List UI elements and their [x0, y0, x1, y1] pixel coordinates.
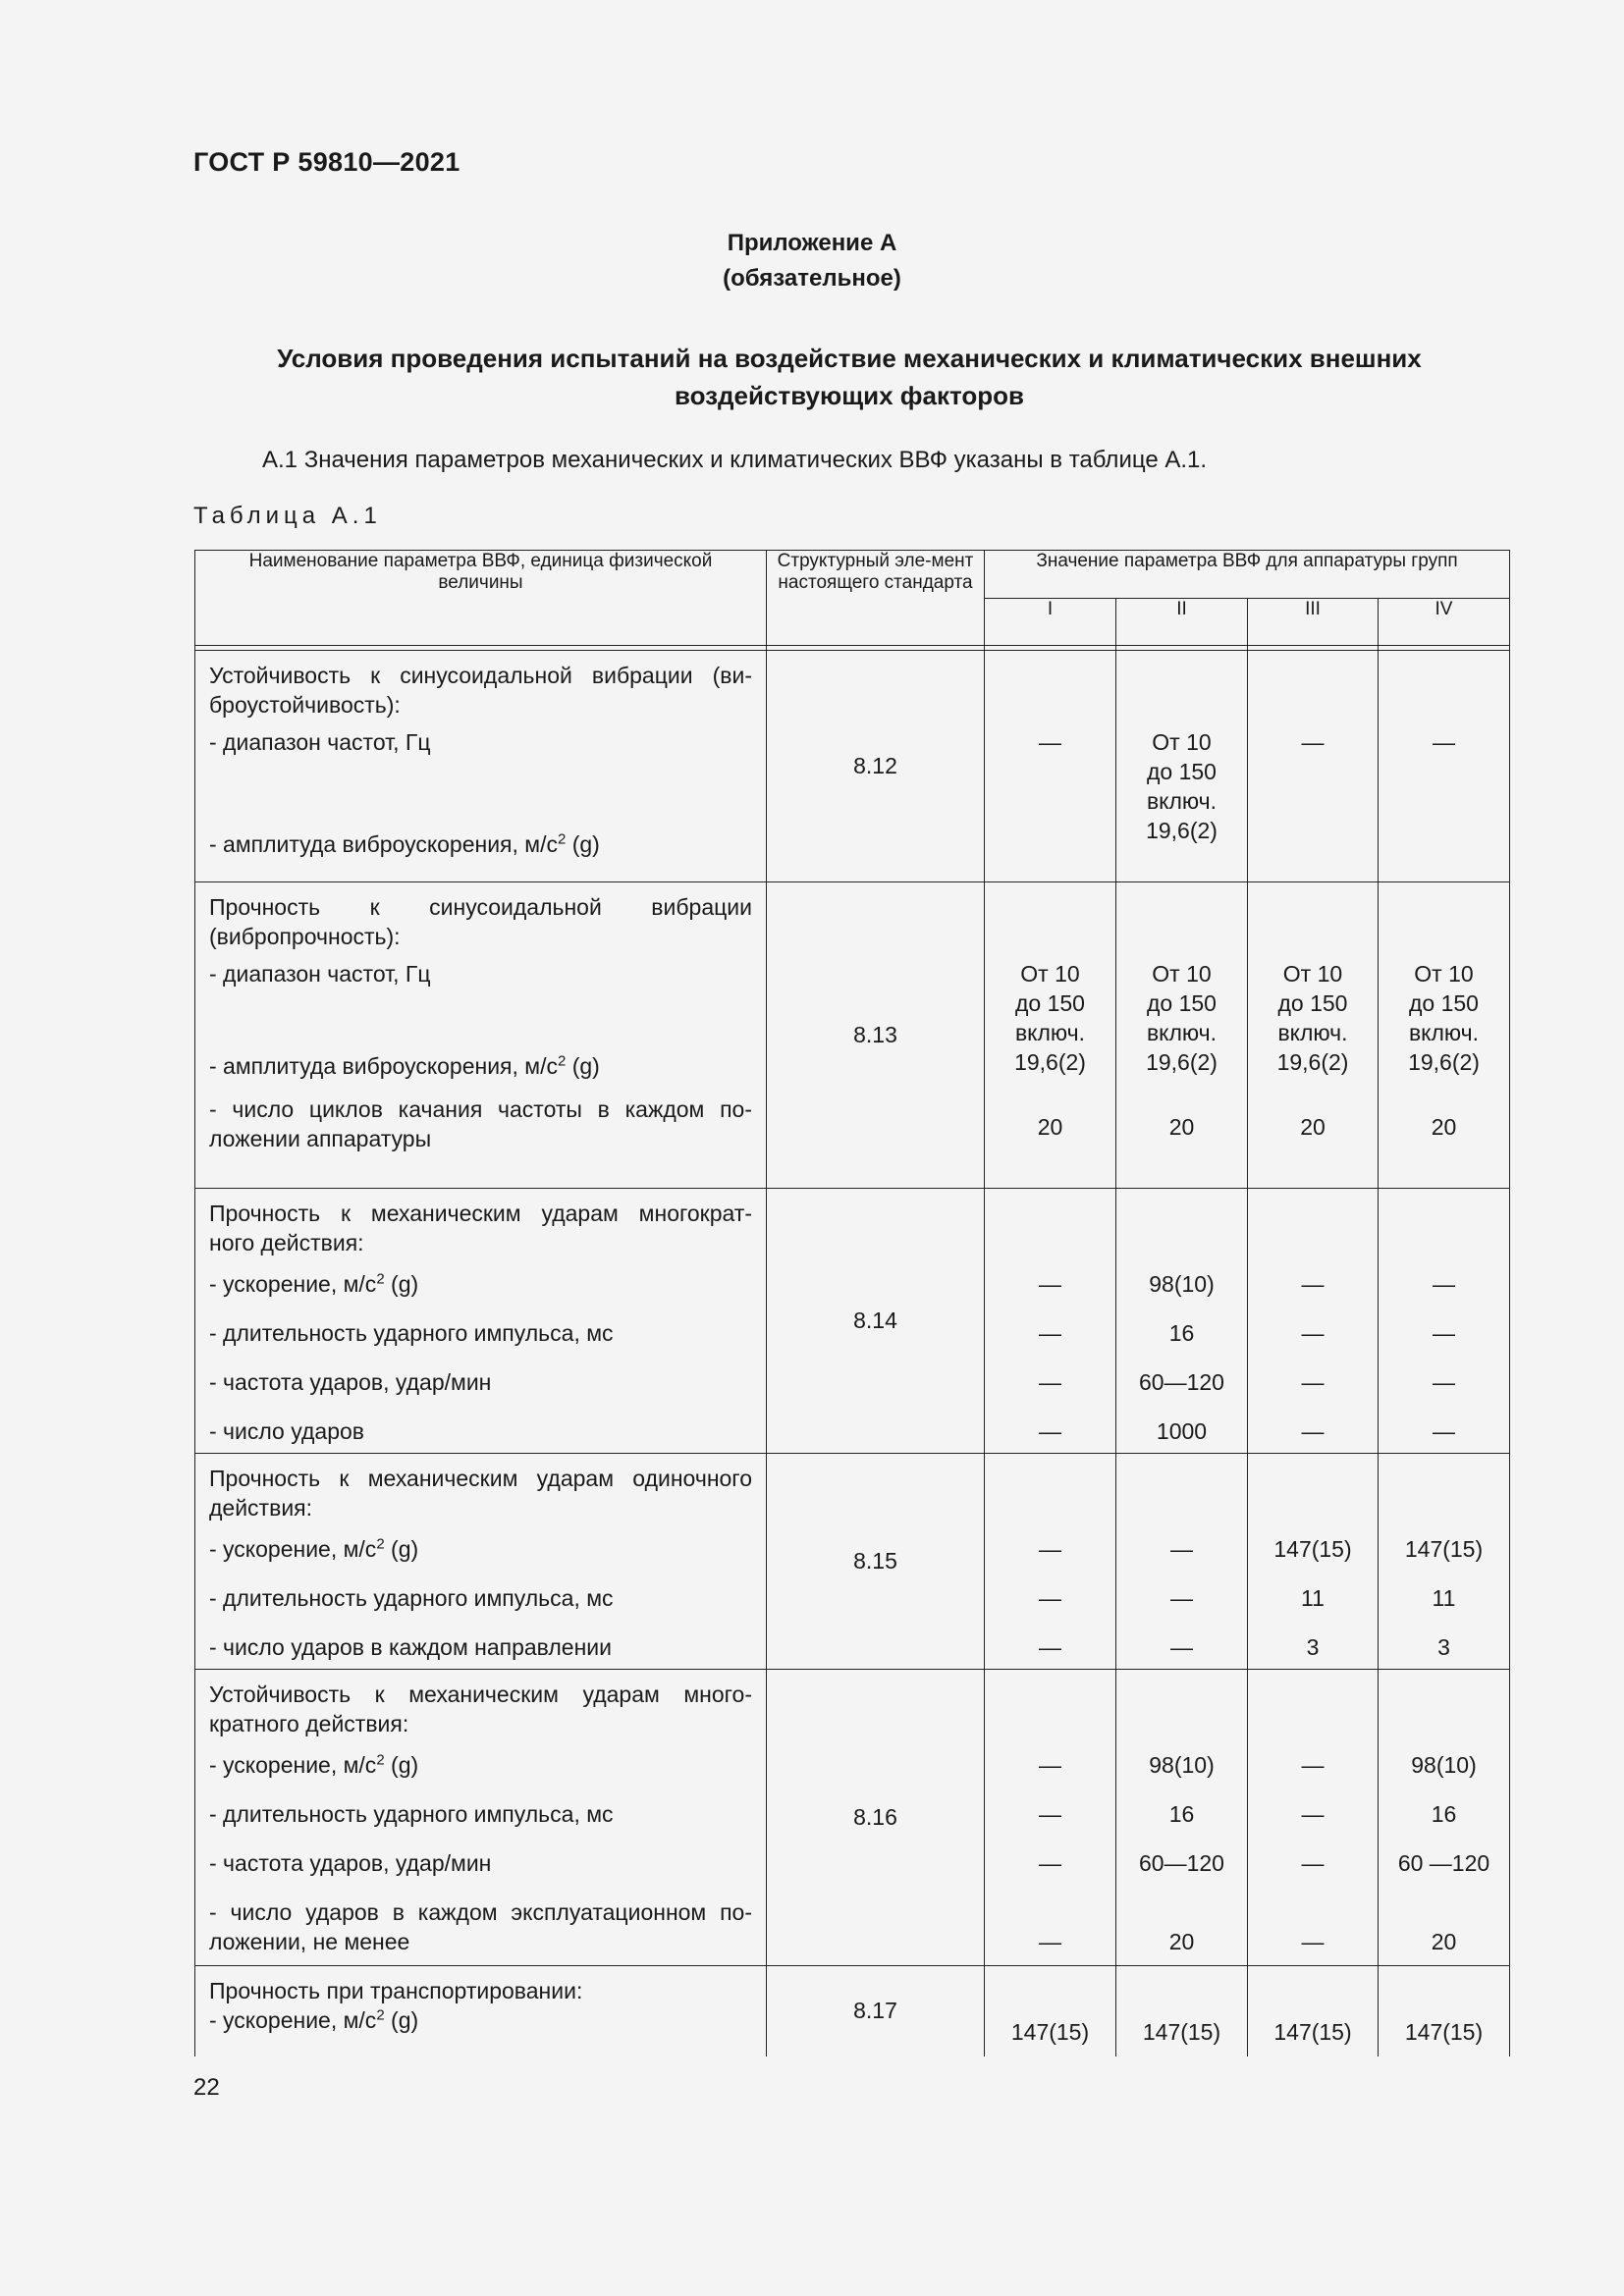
section-title: Прочность при транспортировании:: [209, 1978, 583, 2003]
value-group-2: От 10 до 150 включ. 19,6(2) 20: [1116, 882, 1248, 1189]
value-group-3: От 10 до 150 включ. 19,6(2) 20: [1248, 882, 1379, 1189]
table-section: [195, 1454, 1510, 1670]
header-element: Структурный эле-мент настоящего стандарта: [767, 551, 985, 646]
value-group-2: 147(15): [1116, 1966, 1248, 2056]
section-element: 8.16: [767, 1670, 985, 1966]
section-name: [195, 651, 767, 882]
section-name: [195, 1966, 767, 2056]
row-label: - длительность ударного импульса, мс: [209, 1801, 614, 1827]
row-label: ложении аппаратуры: [209, 1126, 432, 1151]
parameters-table: [194, 550, 1510, 2056]
table-section: [195, 882, 1510, 1189]
table-section: [195, 1189, 1510, 1454]
row-label: - число ударов в каждом направлении: [209, 1634, 612, 1660]
value-group-2: — — —: [1116, 1454, 1248, 1670]
value-group-3: —: [1248, 651, 1379, 882]
row-label: - число ударов в каждом эксплуатационном по-: [209, 1899, 752, 1925]
header-param: Наименование параметра ВВФ, единица физической величины: [195, 551, 767, 646]
value-group-1: — — —: [985, 1454, 1116, 1670]
row-label: - ускорение, $м/с^2$ (g): [209, 1751, 419, 1778]
section-title: Прочность к синусоидальной вибрации: [209, 894, 752, 920]
section-title: кратного действия:: [209, 1711, 409, 1736]
row-label: - число ударов: [209, 1418, 364, 1444]
table-section: [195, 651, 1510, 882]
value-group-2: От 10 до 150 включ. 19,6(2): [1116, 651, 1248, 882]
value-group-4: — — — —: [1379, 1189, 1510, 1454]
section-title: Прочность к механическим ударам многократ-: [209, 1201, 752, 1226]
section-title: броустойчивость):: [209, 692, 401, 718]
row-label: - диапазон частот, Гц: [209, 961, 431, 987]
row-label: - ускорение, $м/с^2$ (g): [209, 2006, 419, 2033]
row-label: - длительность ударного импульса, мс: [209, 1320, 614, 1346]
row-label: - амплитуда виброускорения, $м/с^2$ (g): [209, 1052, 600, 1079]
page-number: 22: [193, 2074, 220, 2101]
section-title: Прочность к механическим ударам одиночного: [209, 1466, 752, 1491]
annex-title: [0, 226, 1624, 296]
table-header-row: [195, 551, 1510, 599]
row-label: - частота ударов, удар/мин: [209, 1850, 492, 1876]
section-title: Устойчивость к механическим ударам много-: [209, 1682, 752, 1707]
table-caption: Таблица А.1: [193, 503, 382, 529]
value-group-4: От 10 до 150 включ. 19,6(2) 20: [1379, 882, 1510, 1189]
row-label: - частота ударов, удар/мин: [209, 1369, 492, 1395]
table-section: [195, 1670, 1510, 1966]
value-group-1: 147(15): [985, 1966, 1116, 2056]
annex-heading: [226, 340, 1473, 414]
row-label: - длительность ударного импульса, мс: [209, 1585, 614, 1611]
value-group-1: — — — —: [985, 1189, 1116, 1454]
value-group-3: — — — —: [1248, 1670, 1379, 1966]
header-group-3: III: [1248, 598, 1379, 646]
value-group-4: —: [1379, 651, 1510, 882]
section-element: 8.13: [767, 882, 985, 1189]
value-group-3: 147(15): [1248, 1966, 1379, 2056]
value-group-2: 98(10) 16 60—120 1000: [1116, 1189, 1248, 1454]
row-label: - ускорение, $м/с^2$ (g): [209, 1535, 419, 1562]
row-label: - амплитуда виброускорения, $м/с^2$ (g): [209, 830, 600, 857]
value-group-1: От 10 до 150 включ. 19,6(2) 20: [985, 882, 1116, 1189]
value-group-1: —: [985, 651, 1116, 882]
section-name: [195, 882, 767, 1189]
annex-status: (обязательное): [723, 265, 901, 292]
section-title: действия:: [209, 1495, 313, 1521]
value-group-4: 98(10) 16 60 —120 20: [1379, 1670, 1510, 1966]
section-name: [195, 1670, 767, 1966]
section-element: 8.15: [767, 1454, 985, 1670]
value-group-1: — — — —: [985, 1670, 1116, 1966]
section-title: ного действия:: [209, 1230, 364, 1255]
value-group-2: 98(10) 16 60—120 20: [1116, 1670, 1248, 1966]
annex-heading-line2: воздействующих факторов: [674, 381, 1025, 410]
section-title: (вибропрочность):: [209, 924, 401, 949]
section-element: 8.12: [767, 651, 985, 882]
header-group-1: I: [985, 598, 1116, 646]
annex-label: Приложение А: [727, 230, 897, 256]
standard-id: ГОСТ Р 59810—2021: [193, 147, 460, 177]
header-group-2: II: [1116, 598, 1248, 646]
section-title: Устойчивость к синусоидальной вибрации (ви-: [209, 663, 752, 688]
section-element: 8.14: [767, 1189, 985, 1454]
value-group-4: 147(15): [1379, 1966, 1510, 2056]
header-groups: Значение параметра ВВФ для аппаратуры групп: [985, 551, 1510, 599]
row-label: - ускорение, $м/с^2$ (g): [209, 1270, 419, 1297]
row-label: ложении, не менее: [209, 1929, 410, 1954]
section-name: [195, 1454, 767, 1670]
annex-heading-line1: Условия проведения испытаний на воздействие механических и климатических внешних: [277, 344, 1422, 373]
paragraph-a1: А.1 Значения параметров механических и климатических ВВФ указаны в таблице А.1.: [262, 447, 1208, 473]
section-name: [195, 1189, 767, 1454]
value-group-4: 147(15) 11 3: [1379, 1454, 1510, 1670]
header-group-4: IV: [1379, 598, 1510, 646]
row-label: - диапазон частот, Гц: [209, 729, 431, 755]
value-group-3: 147(15) 11 3: [1248, 1454, 1379, 1670]
value-group-3: — — — —: [1248, 1189, 1379, 1454]
table-section: [195, 1966, 1510, 2056]
section-element: 8.17: [767, 1966, 985, 2056]
row-label: - число циклов качания частоты в каждом по-: [209, 1096, 752, 1122]
